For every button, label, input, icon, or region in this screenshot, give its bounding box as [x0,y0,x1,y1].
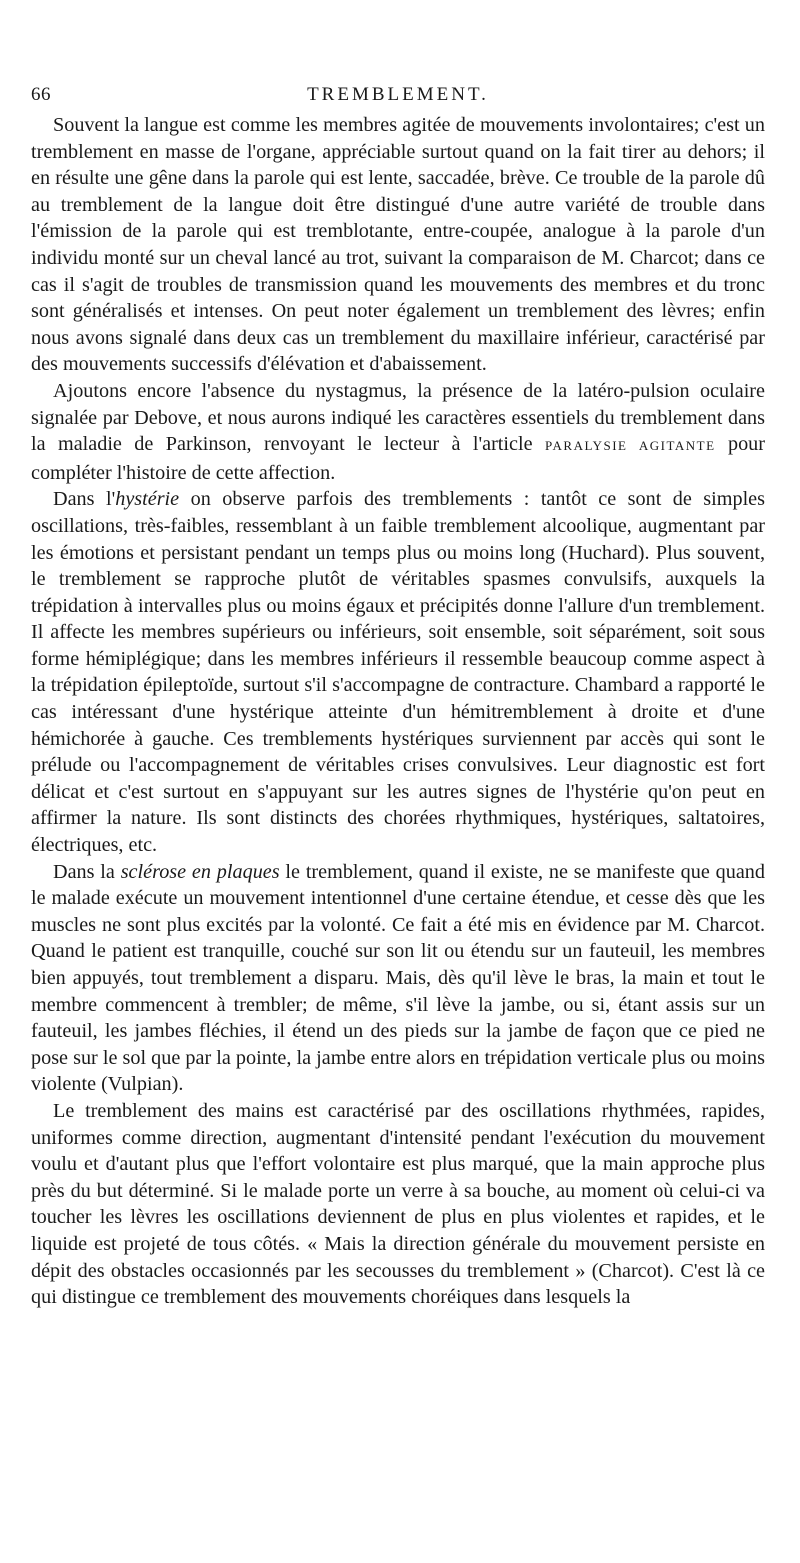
book-page [31,84,765,1311]
cross-reference-paralysie-agitante: PARALYSIE AGITANTE [544,438,716,454]
paragraph-text: Le tremblement des mains est caractérisé par des oscillations rhythmées, rapides, uniformes comme direction, augmentant d'intensité pendant l'exécution du mouvement voulu et d'autant plus que l'effort volontaire est plus marqué, que la main approche plus près du but déterminé. Si le malade porte un verre à sa bouche, au moment où celui-ci va toucher les lèvres les oscillations deviennent de plus en plus violentes et rapides, et le liquide est projeté de tous côtés. « Mais la direction générale du mouvement persiste en dépit des obstacles occasionnés par les secousses du tremblement » (Charcot). C'est là ce qui distingue ce tremblement des mouvements choréiques dans lesquels la [31,1099,765,1309]
body-text [31,112,765,1311]
running-head [31,84,765,108]
paragraph-hand-tremor [31,1098,765,1311]
paragraph-text: Dans l' [53,488,116,511]
paragraph-text: Dans la [53,860,121,883]
paragraph-hysteria [31,486,765,858]
paragraph-tongue-tremor [31,112,765,378]
italic-term-sclerose-en-plaques: sclérose en plaques [120,860,280,883]
paragraph-sclerose [31,859,765,1098]
paragraph-text: Ajoutons encore l'absence du nystagmus, la présence de la latéro-pulsion oculaire signalée par Debove, et nous aurons indiqué les caractères essentiels du tremblement dans la maladie de Parkinson, renvoyant le lecteur à l'article [31,379,765,456]
running-title: TREMBLEMENT. [307,84,489,105]
paragraph-text: Souvent la langue est comme les membres agitée de mouvements involontaires; c'est un tremblement en masse de l'organe, appréciable surtout quand on la fait tirer au dehors; il en résulte une gêne dans la parole qui est lente, saccadée, brève. Ce trouble de la parole dû au tremblement de la langue doit être distingué d'une autre variété de trouble dans l'émission de la parole qui est tremblotante, entre-coupée, analogue à la parole d'un individu monté sur un cheval lancé au trot, suivant la comparaison de M. Charcot; dans ce cas il s'agit de troubles de transmission quand les mouvements des membres et du tronc sont généralisés et intenses. On peut noter également un tremblement des lèvres; enfin nous avons signalé dans deux cas un tremblement du maxillaire inférieur, caractérisé par des mouvements successifs d'élévation et d'abaissement. [31,114,765,376]
paragraph-nystagmus [31,378,765,486]
paragraph-text: on observe parfois des tremblements : tantôt ce sont de simples oscillations, très-faibles, ressemblant à un faible tremblement alcoolique, augmentant par les émotions et persistant pendant un temps plus ou moins long (Huchard). Plus souvent, le tremblement se rapproche plutôt de véritables spasmes convulsifs, auxquels la trépidation à intervalles plus ou moins égaux et précipités donne l'allure d'un tremblement. Il affecte les membres supérieurs ou inférieurs, soit ensemble, soit séparément, soit sous forme hémiplégique; dans les membres inférieurs il ressemble beaucoup comme aspect à la trépidation épileptoïde, surtout s'il s'accompagne de contracture. Chambard a rapporté le cas intéressant d'une hystérique atteinte d'un hémitremblement à droite et d'une hémichorée à gauche. Ces tremblements hystériques surviennent par accès qui sont le prélude ou l'accompagnement de véritables crises convulsives. Leur diagnostic est fort délicat et c'est surtout en s'appuyant sur les autres signes de l'hystérie qu'on peut en affirmer la nature. Ils sont distincts des chorées rhythmiques, hystériques, saltatoires, électriques, etc. [31,488,765,857]
page-number: 66 [31,84,51,105]
paragraph-text: le tremblement, quand il existe, ne se manifeste que quand le malade exécute un mouvement intentionnel d'une certaine étendue, et cesse dès que les muscles ne sont plus excités par la volonté. Ce fait a été mis en évidence par M. Charcot. Quand le patient est tranquille, couché sur son lit ou étendu sur un fauteuil, les membres bien appuyés, tout tremblement a disparu. Mais, dès qu'il lève le bras, la main et tout le membre commencent à trembler; de même, s'il lève la jambe, ou si, étant assis sur un fauteuil, les jambes fléchies, il étend un des pieds sur la jambe de façon que ce pied ne pose sur le sol que par la pointe, la jambe entre alors en trépidation verticale plus ou moins violente (Vulpian). [31,860,765,1096]
italic-term-hysterie: hystérie [115,488,180,511]
paragraph-text: pour compléter l'histoire de cette affection. [31,433,765,484]
